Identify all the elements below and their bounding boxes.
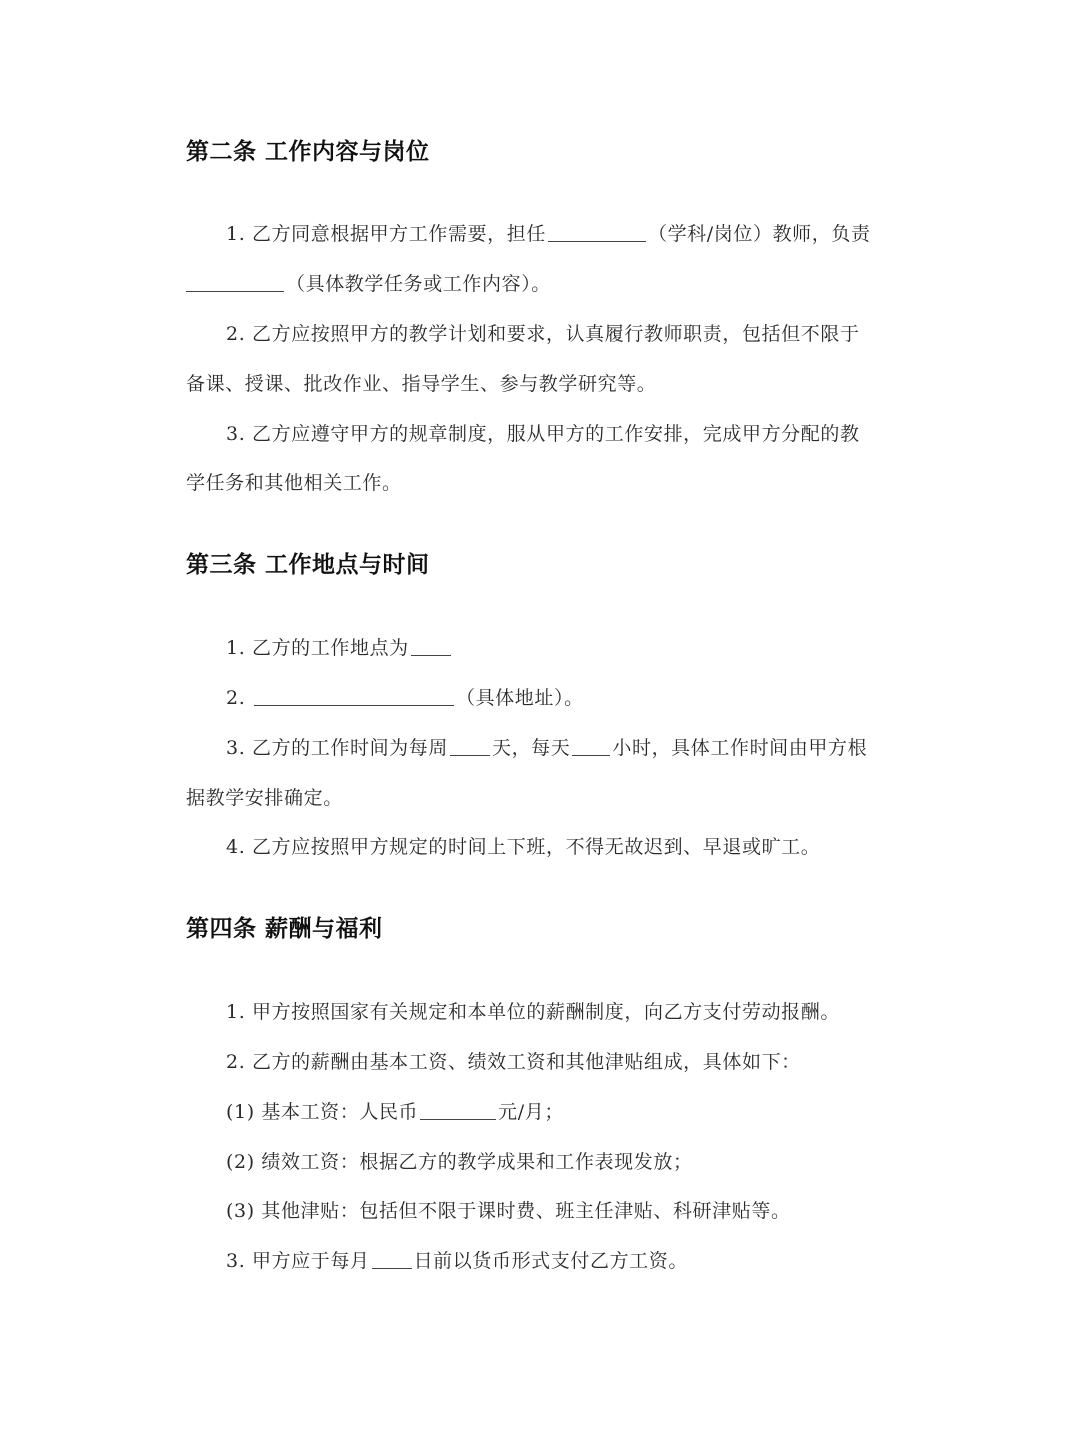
clause-text: 2.: [226, 687, 252, 709]
clause-line: [226, 219, 871, 246]
clause-line: [226, 733, 867, 760]
clause-line: 2. 乙方的薪酬由基本工资、绩效工资和其他津贴组成，具体如下：: [226, 1051, 801, 1073]
clause-text: （具体地址）。: [455, 687, 584, 709]
fill-blank: [420, 1101, 496, 1120]
clause-text: （学科/岗位）教师，负责: [647, 223, 871, 245]
clause-line: [186, 269, 551, 296]
clause-text: （具体教学任务或工作内容）。: [286, 273, 551, 295]
section-heading-2: 第二条 工作内容与岗位: [186, 139, 430, 165]
clause-line: 2. 乙方应按照甲方的教学计划和要求，认真履行教师职责，包括但不限于: [226, 323, 860, 345]
fill-blank: [254, 687, 454, 706]
clause-text: 小时，具体工作时间由甲方根: [612, 737, 868, 759]
clause-text: 3. 甲方应于每月: [226, 1250, 370, 1272]
fill-blank: [572, 737, 610, 756]
clause-text: 1. 乙方同意根据甲方工作需要，担任: [226, 223, 546, 245]
fill-blank: [411, 637, 451, 656]
fill-blank: [450, 737, 490, 756]
clause-line: 据教学安排确定。: [186, 787, 343, 809]
fill-blank: [372, 1250, 412, 1269]
clause-text: 元/月；: [498, 1101, 564, 1123]
clause-text: 日前以货币形式支付乙方工资。: [413, 1250, 688, 1272]
clause-text: 3. 乙方的工作时间为每周: [226, 737, 448, 759]
clause-line: 1. 甲方按照国家有关规定和本单位的薪酬制度，向乙方支付劳动报酬。: [226, 1001, 840, 1023]
clause-line: [226, 683, 584, 710]
clause-line: [226, 1246, 688, 1273]
fill-blank: [548, 223, 646, 242]
clause-line: 备课、授课、批改作业、指导学生、参与教学研究等。: [186, 373, 657, 395]
section-heading-4: 第四条 薪酬与福利: [186, 916, 383, 942]
clause-line: [226, 1097, 564, 1124]
fill-blank: [186, 273, 284, 292]
clause-text: 天，每天: [491, 737, 571, 759]
clause-line: [226, 633, 453, 660]
clause-text: (1) 基本工资：人民币: [226, 1101, 419, 1123]
clause-line: 4. 乙方应按照甲方规定的时间上下班，不得无故迟到、早退或旷工。: [226, 836, 821, 858]
clause-text: 1. 乙方的工作地点为: [226, 637, 409, 659]
clause-line: 学任务和其他相关工作。: [186, 472, 402, 494]
section-heading-3: 第三条 工作地点与时间: [186, 552, 430, 578]
clause-line: (3) 其他津贴：包括但不限于课时费、班主任津贴、科研津贴等。: [226, 1200, 791, 1222]
clause-line: (2) 绩效工资：根据乙方的教学成果和工作表现发放；: [226, 1151, 693, 1173]
clause-line: 3. 乙方应遵守甲方的规章制度，服从甲方的工作安排，完成甲方分配的教: [226, 423, 860, 445]
